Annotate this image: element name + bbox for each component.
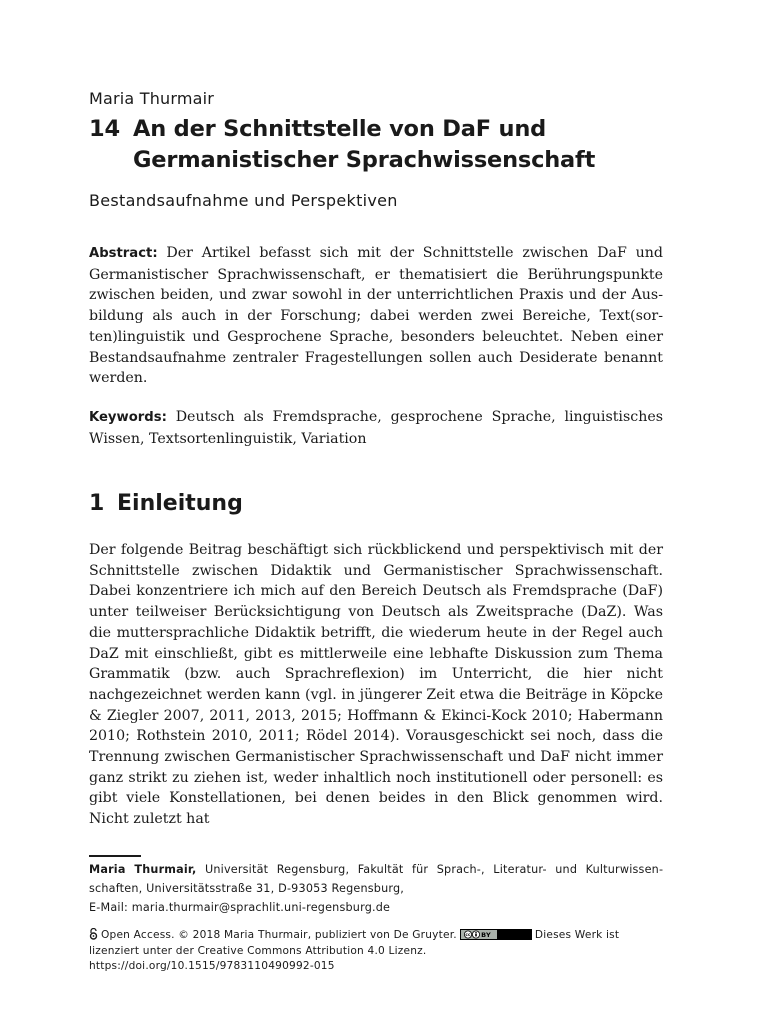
license-text-after: Dieses Werk ist lizenziert unter der Creative Commons Attribution 4.0 Lizenz. — [89, 929, 620, 957]
footnote-author-name: Maria Thurmair, — [89, 863, 197, 876]
section-heading — [89, 491, 243, 516]
chapter-title-text-1: An der Schnittstelle von DaF und — [133, 116, 547, 142]
keywords-text: Deutsch als Fremdsprache, gesprochene Sprache, linguistisches Wissen, Textsortenlinguistik, Variation — [89, 409, 664, 447]
body-paragraph: Der folgende Beitrag beschäftigt sich rückblickend und perspektivisch mit der Schnittstelle zwischen Didaktik und Germanistischer Sprachwissenschaft. Dabei konzentriere ich mich auf den Bereich Deutsch als Fremdsprache (DaF) unter teilweiser Berücksichtigung von Deutsch als Zweitsprache (DaZ). Was die muttersprachliche Didaktik betrifft, die wiederum heute in der Regel auch DaZ mit einschließt, gibt es mittlerweile eine lebhafte Diskussion zum Thema Grammatik (bzw. auch Sprachreflexion) im Unterricht, die hier nicht nachgezeichnet werden kann (vgl. in jüngerer Zeit etwa die Beiträge in Köpcke & Ziegler 2007, 2011, 2013, 2015; Hoffmann & Ekinci-Kock 2010; Habermann 2010; Rothstein 2010, 2011; Rödel 2014). Vorausgeschickt sei noch, dass die Trennung zwischen Germanistischer Sprachwissenschaft und DaF nicht immer ganz strikt zu ziehen ist, weder inhaltlich noch institutionell oder personell: es gibt viele Konstellationen, bei denen beides in den Blick genommen wird. Nicht zuletzt hat — [89, 542, 663, 828]
svg-text:cc: cc — [465, 932, 471, 938]
chapter-title — [89, 114, 689, 176]
cc-by-badge-icon[interactable] — [460, 929, 532, 940]
footnote-divider — [89, 855, 141, 857]
keywords-label: Keywords: — [89, 410, 167, 425]
keywords-paragraph — [89, 407, 663, 449]
footnote-affiliation: Universität Regensburg, Fakultät für Sprach-, Literatur- und Kulturwissenschaften, Universitätsstraße 31, D-93053 Regensburg, — [89, 863, 663, 895]
section-number: 1 — [89, 491, 105, 516]
abstract-paragraph — [89, 243, 663, 389]
chapter-subtitle: Bestandsaufnahme und Perspektiven — [89, 191, 398, 210]
chapter-author: Maria Thurmair — [89, 89, 215, 108]
cc-by-badge-label: BY — [481, 931, 491, 939]
abstract-text: Der Artikel befasst sich mit der Schnittstelle zwischen DaF und Germanistischer Sprachwissenschaft, er thematisiert die Berührungspunkte zwischen beiden, und zwar sowohl in der unterrichtlichen Praxis und der Ausbildung als auch in der Forschung; dabei werden zwei Bereiche, Text(sorten)linguistik und Gesprochene Sprache, besonders beleuchtet. Neben einer Bestandsaufnahme zentraler Fragestellungen sollen auch Desiderate benannt werden. — [89, 245, 663, 387]
abstract-label: Abstract: — [89, 246, 158, 261]
footnote-email[interactable]: E-Mail: maria.thurmair@sprachlit.uni-regensburg.de — [89, 901, 391, 914]
chapter-title-line-2: Germanistischer Sprachwissenschaft — [133, 147, 596, 173]
open-access-icon — [89, 928, 98, 940]
chapter-title-line-1 — [89, 114, 689, 145]
license-text-before: Open Access. © 2018 Maria Thurmair, publiziert von De Gruyter. — [101, 929, 457, 941]
section-title: Einleitung — [117, 491, 243, 516]
license-notice — [89, 928, 663, 975]
chapter-number: 14 — [89, 116, 120, 142]
doi-link[interactable]: https://doi.org/10.1515/9783110490992-015 — [89, 960, 335, 972]
author-footnote — [89, 860, 663, 917]
